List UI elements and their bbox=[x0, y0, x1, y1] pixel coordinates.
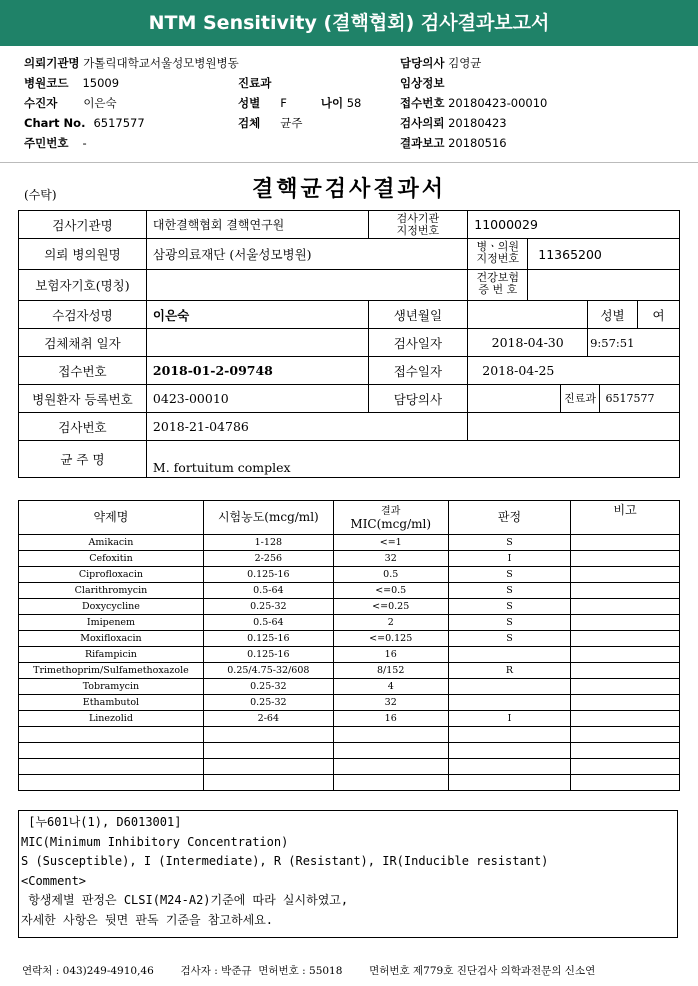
interp-header: 판정 bbox=[448, 501, 571, 535]
sex-key: 성별 bbox=[238, 96, 261, 110]
note-cell bbox=[571, 551, 680, 567]
test-no-label: 검사번호 bbox=[19, 413, 147, 441]
mic-cell: 32 bbox=[333, 695, 448, 711]
accession-key: 접수번호 bbox=[400, 96, 445, 110]
range-cell: 0.25/4.75-32/608 bbox=[203, 663, 333, 679]
drug-row bbox=[19, 711, 680, 727]
note-cell bbox=[571, 615, 680, 631]
hospital-code-key: 병원코드 bbox=[24, 76, 69, 90]
info-row bbox=[19, 270, 680, 301]
receipt-no-value: 2018-01-2-09748 bbox=[146, 357, 368, 385]
receipt-date-label: 접수일자 bbox=[368, 357, 468, 385]
drug-row bbox=[19, 535, 680, 551]
sex-label: 성별 bbox=[588, 301, 638, 329]
notes-box bbox=[18, 810, 678, 938]
insurer-value bbox=[146, 270, 467, 301]
drug-row bbox=[19, 647, 680, 663]
hospital-value: 가톨릭대학교서울성모병원병동 bbox=[83, 56, 239, 70]
test-date-value: 2018-04-30 bbox=[468, 329, 588, 357]
doctor-label: 담당의사 bbox=[368, 385, 468, 413]
lab-label: 검사기관명 bbox=[19, 211, 147, 239]
mic-cell bbox=[333, 727, 448, 743]
test-time-value: 9:57:51 bbox=[588, 329, 680, 357]
interp-cell bbox=[448, 759, 571, 775]
note-cell bbox=[571, 647, 680, 663]
drug-name-cell bbox=[19, 759, 204, 775]
drug-row bbox=[19, 775, 680, 791]
test-date-label: 검사일자 bbox=[368, 329, 468, 357]
mic-cell: 16 bbox=[333, 711, 448, 727]
chart-no-value: 6517577 bbox=[93, 116, 145, 130]
note-cell bbox=[571, 759, 680, 775]
resident-no-key: 주민번호 bbox=[24, 136, 69, 150]
test-no-value: 2018-21-04786 bbox=[146, 413, 467, 441]
hosp-no-label1: 병ㆍ의원 bbox=[476, 240, 520, 253]
drug-name-cell: Doxycycline bbox=[19, 599, 204, 615]
age-key: 나이 bbox=[320, 96, 344, 110]
mic-cell: 0.5 bbox=[333, 567, 448, 583]
drug-row bbox=[19, 599, 680, 615]
footer: 연락처 : 043)249-4910,46 검사자 : 박준규 면허번호 : 55018 면허번호 제779호 진단검사 의학과전문의 신소연 bbox=[22, 965, 596, 977]
info-row bbox=[19, 413, 680, 441]
range-cell bbox=[203, 759, 333, 775]
dept-value: 6517577 bbox=[605, 392, 655, 405]
note-line: 자세한 사항은 뒷면 판독 기준을 참고하세요. bbox=[21, 912, 274, 927]
hosp-label: 의뢰 병의원명 bbox=[19, 239, 147, 270]
mic-cell: <=1 bbox=[333, 535, 448, 551]
mic-header: 결과 MIC(mcg/ml) bbox=[333, 501, 448, 535]
note-cell bbox=[571, 711, 680, 727]
range-cell: 0.5-64 bbox=[203, 583, 333, 599]
dept-cell bbox=[564, 385, 680, 413]
health-label2: 증 번 호 bbox=[478, 283, 518, 296]
accession-value: 20180423-00010 bbox=[448, 96, 548, 110]
note-cell bbox=[571, 567, 680, 583]
range-cell bbox=[203, 775, 333, 791]
drug-row bbox=[19, 663, 680, 679]
report-banner: NTM Sensitivity (결핵협회) 검사결과보고서 bbox=[0, 0, 698, 46]
drug-name-cell: Amikacin bbox=[19, 535, 204, 551]
interp-cell: I bbox=[448, 711, 571, 727]
mic-cell: 4 bbox=[333, 679, 448, 695]
range-cell: 0.5-64 bbox=[203, 615, 333, 631]
drug-row bbox=[19, 743, 680, 759]
drug-row bbox=[19, 695, 680, 711]
doctor-key: 담당의사 bbox=[400, 56, 445, 70]
insurer-label: 보험자기호(명칭) bbox=[19, 270, 147, 301]
interp-cell bbox=[448, 695, 571, 711]
interp-cell bbox=[448, 679, 571, 695]
drug-name-cell: Linezolid bbox=[19, 711, 204, 727]
drug-row bbox=[19, 567, 680, 583]
drug-row bbox=[19, 583, 680, 599]
interp-cell: S bbox=[448, 631, 571, 647]
drug-row bbox=[19, 615, 680, 631]
drug-row bbox=[19, 727, 680, 743]
note-line: MIC(Minimum Inhibitory Concentration) bbox=[21, 834, 289, 849]
dob-value bbox=[468, 301, 588, 329]
patient-key: 수진자 bbox=[24, 96, 58, 110]
drug-row bbox=[19, 551, 680, 567]
drug-name-cell: Cefoxitin bbox=[19, 551, 204, 567]
drug-name-cell bbox=[19, 743, 204, 759]
interp-cell bbox=[448, 775, 571, 791]
range-cell: 2-64 bbox=[203, 711, 333, 727]
note-cell bbox=[571, 535, 680, 551]
note-line: [누601나(1), D6013001] bbox=[21, 815, 182, 829]
age-value: 58 bbox=[346, 96, 362, 110]
mic-cell: <=0.125 bbox=[333, 631, 448, 647]
range-cell: 0.125-16 bbox=[203, 567, 333, 583]
drug-row bbox=[19, 679, 680, 695]
info-row bbox=[19, 329, 680, 357]
collect-value bbox=[146, 329, 368, 357]
doctor-value: 김영균 bbox=[448, 56, 482, 70]
clinical-info-key: 임상정보 bbox=[400, 76, 445, 90]
note-cell bbox=[571, 743, 680, 759]
note-line: <Comment> bbox=[21, 873, 87, 888]
range-cell: 2-256 bbox=[203, 551, 333, 567]
request-date-key: 검사의뢰 bbox=[400, 116, 445, 130]
interp-cell bbox=[448, 647, 571, 663]
drug-name-cell bbox=[19, 775, 204, 791]
lab-no-value: 11000029 bbox=[468, 211, 680, 239]
drug-name-cell: Imipenem bbox=[19, 615, 204, 631]
specimen-value: 균주 bbox=[280, 116, 303, 130]
info-table bbox=[18, 210, 680, 478]
note-cell bbox=[571, 663, 680, 679]
note-line: S (Susceptible), I (Intermediate), R (Resistant), IR(Inducible resistant) bbox=[21, 854, 549, 868]
request-date-value: 20180423 bbox=[448, 116, 507, 130]
drug-header: 약제명 bbox=[19, 501, 204, 535]
patient-value: 이은숙 bbox=[146, 301, 368, 329]
note-cell bbox=[571, 679, 680, 695]
mic-cell: 32 bbox=[333, 551, 448, 567]
specimen-key: 검체 bbox=[238, 116, 261, 130]
range-header: 시험농도(mcg/ml) bbox=[203, 501, 333, 535]
interp-cell: S bbox=[448, 599, 571, 615]
note-cell bbox=[571, 775, 680, 791]
drug-name-cell: Clarithromycin bbox=[19, 583, 204, 599]
mic-cell: 2 bbox=[333, 615, 448, 631]
header-divider bbox=[0, 162, 698, 163]
mic-cell: 16 bbox=[333, 647, 448, 663]
drug-name-cell: Moxifloxacin bbox=[19, 631, 204, 647]
chart-no-key: Chart No. bbox=[24, 116, 86, 130]
strain-label: 균 주 명 bbox=[19, 441, 147, 478]
sex-value: F bbox=[280, 96, 287, 110]
interp-cell bbox=[448, 727, 571, 743]
strain-value: M. fortuitum complex bbox=[146, 441, 679, 478]
drug-header-row bbox=[19, 501, 680, 535]
lab-value: 대한결핵협회 결핵연구원 bbox=[146, 211, 368, 239]
info-row bbox=[19, 211, 680, 239]
interp-cell: S bbox=[448, 615, 571, 631]
range-cell: 0.25-32 bbox=[203, 599, 333, 615]
drug-name-cell: Rifampicin bbox=[19, 647, 204, 663]
receipt-label: (수탁) bbox=[24, 188, 57, 202]
info-row bbox=[19, 441, 680, 478]
dob-label: 생년월일 bbox=[368, 301, 468, 329]
hosp-no-cell bbox=[468, 239, 680, 270]
mic-cell: 8/152 bbox=[333, 663, 448, 679]
note-cell bbox=[571, 583, 680, 599]
info-row bbox=[19, 239, 680, 270]
drug-row bbox=[19, 759, 680, 775]
resident-no-value: - bbox=[82, 136, 87, 150]
drug-name-cell: Trimethoprim/Sulfamethoxazole bbox=[19, 663, 204, 679]
info-row bbox=[19, 357, 680, 385]
range-cell: 1-128 bbox=[203, 535, 333, 551]
reg-label: 병원환자 등록번호 bbox=[19, 385, 147, 413]
document-title: 결핵균검사결과서 bbox=[251, 176, 447, 202]
interp-cell bbox=[448, 743, 571, 759]
report-date-key: 결과보고 bbox=[400, 136, 445, 150]
collect-label: 검체채취 일자 bbox=[19, 329, 147, 357]
mic-cell bbox=[333, 759, 448, 775]
note-cell bbox=[571, 599, 680, 615]
interp-cell: I bbox=[448, 551, 571, 567]
range-cell: 0.125-16 bbox=[203, 631, 333, 647]
dept-label: 진료과 bbox=[560, 385, 600, 412]
interp-cell: S bbox=[448, 583, 571, 599]
note-line: 항생제별 판정은 CLSI(M24-A2)기준에 따라 실시하였고, bbox=[21, 893, 349, 907]
health-cell bbox=[468, 270, 680, 301]
note-cell bbox=[571, 727, 680, 743]
header-left bbox=[24, 56, 239, 156]
reg-value: 0423-00010 bbox=[146, 385, 368, 413]
mic-cell: <=0.25 bbox=[333, 599, 448, 615]
hospital-code-value: 15009 bbox=[82, 76, 120, 90]
mic-cell: <=0.5 bbox=[333, 583, 448, 599]
info-row bbox=[19, 301, 680, 329]
sex-value: 여 bbox=[638, 301, 680, 329]
range-cell: 0.25-32 bbox=[203, 695, 333, 711]
interp-cell: S bbox=[448, 567, 571, 583]
drug-name-cell: Tobramycin bbox=[19, 679, 204, 695]
drug-row bbox=[19, 631, 680, 647]
drug-name-cell: Ciprofloxacin bbox=[19, 567, 204, 583]
range-cell bbox=[203, 727, 333, 743]
health-label1: 건강보험 bbox=[476, 271, 520, 284]
receipt-no-label: 접수번호 bbox=[19, 357, 147, 385]
range-cell: 0.125-16 bbox=[203, 647, 333, 663]
report-date-value: 20180516 bbox=[448, 136, 507, 150]
patient-label: 수검자성명 bbox=[19, 301, 147, 329]
drug-name-cell bbox=[19, 727, 204, 743]
mic-cell bbox=[333, 743, 448, 759]
range-cell bbox=[203, 743, 333, 759]
patient-value: 이은숙 bbox=[83, 96, 117, 110]
range-cell: 0.25-32 bbox=[203, 679, 333, 695]
hosp-value: 삼광의료재단 (서울성모병원) bbox=[146, 239, 467, 270]
mic-cell bbox=[333, 775, 448, 791]
drug-table bbox=[18, 500, 680, 791]
hosp-no-value: 11365200 bbox=[538, 246, 602, 262]
interp-cell: R bbox=[448, 663, 571, 679]
interp-cell: S bbox=[448, 535, 571, 551]
lab-no-label: 검사기관 지정번호 bbox=[368, 211, 468, 239]
info-row bbox=[19, 385, 680, 413]
note-cell bbox=[571, 695, 680, 711]
hospital-key: 의뢰기관명 bbox=[24, 56, 80, 70]
header-right bbox=[400, 56, 547, 156]
hosp-no-label2: 지정번호 bbox=[476, 252, 520, 265]
receipt-date-value: 2018-04-25 bbox=[468, 357, 680, 385]
drug-name-cell: Ethambutol bbox=[19, 695, 204, 711]
note-header: 비고 bbox=[571, 501, 680, 535]
header-mid bbox=[238, 76, 361, 136]
dept-key: 진료과 bbox=[238, 76, 272, 90]
note-cell bbox=[571, 631, 680, 647]
